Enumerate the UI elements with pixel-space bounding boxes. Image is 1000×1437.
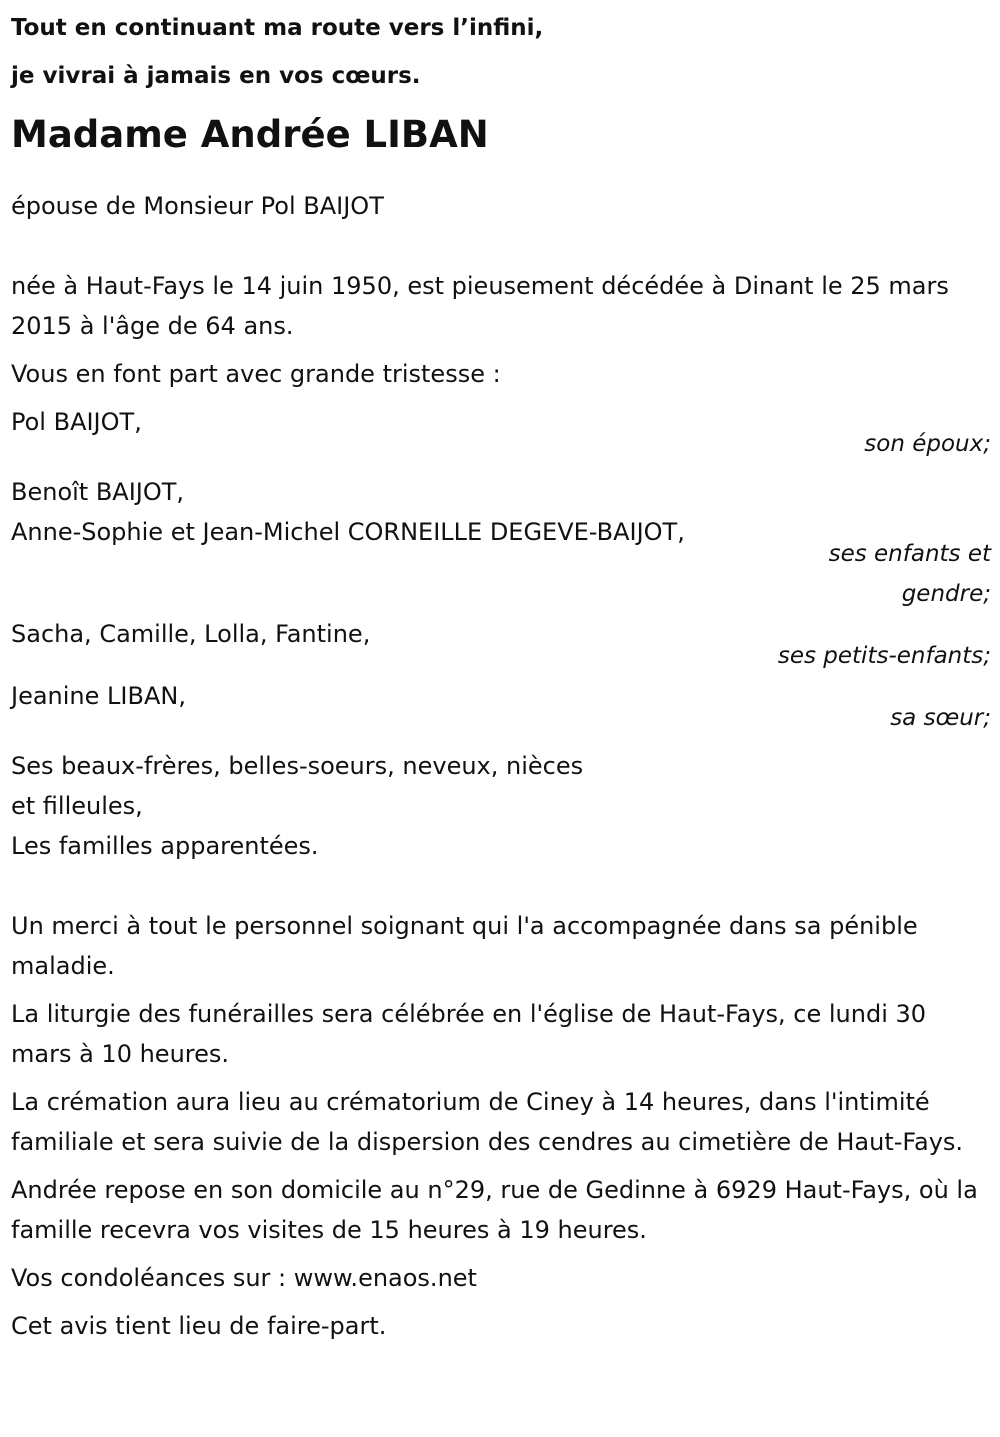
liturgy-paragraph: La liturgie des funérailles sera célébrée en l'église de Haut-Fays, ce lundi 30 mars à 10 heures.	[11, 1000, 927, 1068]
announcement: Vous en font part avec grande tristesse :	[11, 360, 501, 388]
family-role: sa sœur;	[890, 705, 991, 731]
family-member-line: Pol BAIJOT,	[11, 408, 142, 436]
thanks-paragraph: Un merci à tout le personnel soignant qui l'a accompagnée dans sa pénible maladie.	[11, 912, 918, 980]
family-group-sister	[11, 676, 991, 738]
deceased-name: Madame Andrée LIBAN	[11, 113, 489, 156]
family-group-spouse	[11, 402, 991, 464]
birth-death-statement: née à Haut-Fays le 14 juin 1950, est pieusement décédée à Dinant le 25 mars 2015 à l'âge de 64 ans.	[11, 272, 949, 340]
family-member-line: Sacha, Camille, Lolla, Fantine,	[11, 620, 371, 648]
family-member-line: Jeanine LIBAN,	[11, 682, 186, 710]
notice-line: Cet avis tient lieu de faire-part.	[11, 1312, 387, 1340]
family-role: son époux;	[864, 431, 991, 457]
visitation-paragraph: Andrée repose en son domicile au n°29, rue de Gedinne à 6929 Haut-Fays, où la famille recevra vos visites de 15 heures à 19 heures.	[11, 1176, 978, 1244]
family-member-line: Anne-Sophie et Jean-Michel CORNEILLE DEGEVE-BAIJOT,	[11, 518, 685, 546]
epigraph-line-1: Tout en continuant ma route vers l’infini,	[11, 15, 544, 41]
family-member-line: Benoît BAIJOT,	[11, 478, 185, 506]
epigraph	[11, 4, 991, 100]
relatives-block	[11, 746, 991, 866]
family-role: ses petits-enfants;	[777, 643, 991, 669]
family-role: ses enfants et gendre;	[828, 541, 991, 607]
relatives-line: Ses beaux-frères, belles-soeurs, neveux, nièces	[11, 752, 584, 780]
relatives-line: Les familles apparentées.	[11, 832, 319, 860]
cremation-paragraph: La crémation aura lieu au crématorium de Ciney à 14 heures, dans l'intimité familiale et sera suivie de la dispersion des cendres au cimetière de Haut-Fays.	[11, 1088, 964, 1156]
epigraph-line-2: je vivrai à jamais en vos cœurs.	[11, 63, 421, 89]
family-group-grandchildren	[11, 614, 991, 676]
family-group-children	[11, 472, 991, 614]
spouse-line: épouse de Monsieur Pol BAIJOT	[11, 192, 384, 220]
condolences-line: Vos condoléances sur : www.enaos.net	[11, 1264, 477, 1292]
relatives-line: et filleules,	[11, 792, 143, 820]
obituary-notice	[11, 0, 991, 1346]
